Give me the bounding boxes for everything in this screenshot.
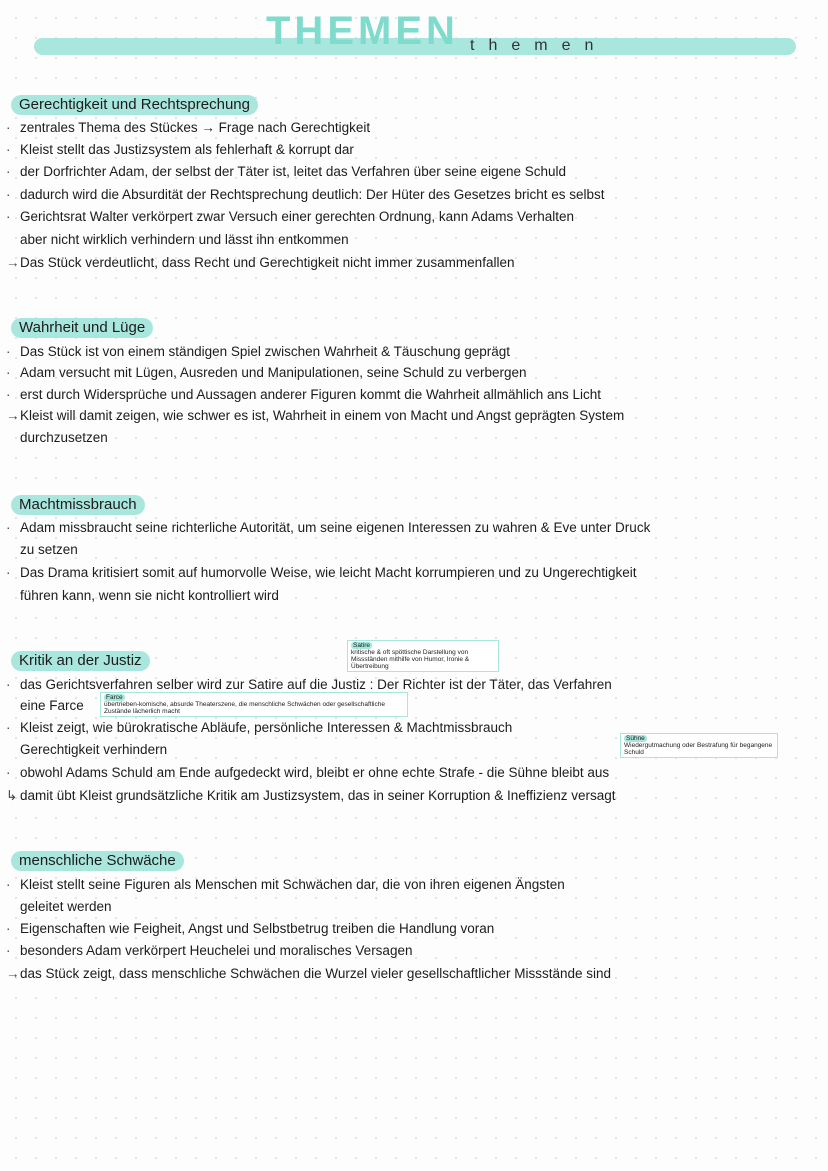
note-farce bbox=[100, 692, 408, 717]
note-line bbox=[6, 943, 412, 959]
bullet-marker: · bbox=[6, 677, 11, 692]
note-line bbox=[6, 408, 624, 424]
line-text: damit übt Kleist grundsätzliche Kritik am Justizsystem, das in seiner Korruption & Ineffizienz versagt bbox=[20, 788, 616, 803]
note-line bbox=[6, 877, 565, 893]
line-text: Kleist will damit zeigen, wie schwer es ist, Wahrheit in einem von Macht und Angst geprägten System bbox=[20, 408, 625, 423]
note-line bbox=[6, 387, 601, 403]
bullet-marker: · bbox=[6, 921, 11, 936]
note-line bbox=[6, 720, 512, 736]
note-line bbox=[6, 232, 349, 248]
line-text: Das Stück verdeutlicht, dass Recht und Gerechtigkeit nicht immer zusammenfallen bbox=[20, 255, 515, 270]
bullet-marker: · bbox=[6, 120, 11, 135]
line-text: dadurch wird die Absurdität der Rechtsprechung deutlich: Der Hüter des Gesetzes bricht es selbst bbox=[20, 187, 605, 202]
note-text: übertrieben-komische, absurde Theaterszene, die menschliche Schwächen oder gesellschaftliche Zustände lächerlich macht bbox=[104, 701, 385, 715]
section-heading: menschliche Schwäche bbox=[11, 851, 184, 871]
bullet-marker: · bbox=[6, 565, 11, 580]
page-title: THEMEN bbox=[266, 9, 459, 53]
note-text: kritische & oft spöttische Darstellung von Missständen mithilfe von Humor, Ironie & Übertreibung bbox=[351, 649, 470, 670]
bullet-marker: · bbox=[6, 877, 11, 892]
line-text: Kleist stellt das Justizsystem als fehlerhaft & korrupt dar bbox=[20, 142, 354, 157]
page-title-overlay: themen bbox=[470, 37, 608, 54]
line-text: Kleist stellt seine Figuren als Menschen mit Schwächen dar, die von ihren eigenen Ängsten bbox=[20, 877, 565, 892]
section-heading: Wahrheit und Lüge bbox=[11, 318, 153, 338]
note-line bbox=[6, 120, 370, 136]
bullet-marker: · bbox=[6, 142, 11, 157]
bullet-marker: · bbox=[6, 943, 11, 958]
bullet-marker: ↳ bbox=[6, 788, 18, 803]
bullet-marker: · bbox=[6, 387, 11, 402]
note-line bbox=[6, 209, 574, 225]
line-text: erst durch Widersprüche und Aussagen anderer Figuren kommt die Wahrheit allmählich ans Licht bbox=[20, 387, 602, 402]
note-line bbox=[6, 899, 112, 915]
section-heading: Gerechtigkeit und Rechtsprechung bbox=[11, 95, 258, 115]
line-text: der Dorfrichter Adam, der selbst der Täter ist, leitet das Verfahren über seine eigene Schuld bbox=[20, 164, 567, 179]
bullet-marker: · bbox=[6, 209, 11, 224]
note-line bbox=[6, 142, 354, 158]
line-text: besonders Adam verkörpert Heuchelei und moralisches Versagen bbox=[20, 943, 413, 958]
note-suehne bbox=[620, 733, 778, 758]
bullet-marker: · bbox=[6, 164, 11, 179]
line-text: Gerichtsrat Walter verkörpert zwar Versuch einer gerechten Ordnung, kann Adams Verhalten bbox=[20, 209, 575, 224]
line-text: Kleist zeigt, wie bürokratische Abläufe, persönliche Interessen & Machtmissbrauch bbox=[20, 720, 513, 735]
note-line bbox=[6, 542, 78, 558]
line-text: Das Drama kritisiert somit auf humorvolle Weise, wie leicht Macht korrumpieren und zu Ungerechtigkeit bbox=[20, 565, 637, 580]
line-text: obwohl Adams Schuld am Ende aufgedeckt wird, bleibt er ohne echte Strafe - die Sühne bleibt aus bbox=[20, 765, 610, 780]
note-line bbox=[6, 430, 108, 446]
line-text: Adam missbraucht seine richterliche Autorität, um seine eigenen Interessen zu wahren & Eve unter Druck bbox=[20, 520, 651, 535]
line-text: geleitet werden bbox=[20, 899, 112, 914]
note-line bbox=[6, 966, 611, 982]
note-line bbox=[6, 164, 566, 180]
note-line bbox=[6, 677, 612, 693]
bullet-marker: · bbox=[6, 765, 11, 780]
line-text: durchzusetzen bbox=[20, 430, 108, 445]
note-line bbox=[6, 788, 616, 804]
bullet-marker: · bbox=[6, 344, 11, 359]
note-line bbox=[6, 742, 167, 758]
bullet-marker: · bbox=[6, 720, 11, 735]
section-heading: Machtmissbrauch bbox=[11, 495, 145, 515]
line-text: eine Farce bbox=[20, 698, 84, 713]
note-term: Sühne bbox=[626, 735, 645, 742]
line-text: Gerechtigkeit verhindern bbox=[20, 742, 168, 757]
line-text: aber nicht wirklich verhindern und lässt ihn entkommen bbox=[20, 232, 349, 247]
note-line bbox=[6, 365, 527, 381]
bullet-marker: → bbox=[6, 966, 20, 981]
note-line bbox=[6, 921, 494, 937]
bullet-marker: → bbox=[6, 255, 20, 270]
line-text: Eigenschaften wie Feigheit, Angst und Selbstbetrug treiben die Handlung voran bbox=[20, 921, 495, 936]
note-term: Farce bbox=[106, 694, 123, 701]
line-text: das Gerichtsverfahren selber wird zur Satire auf die Justiz : Der Richter ist der Täter, das Verfahren bbox=[20, 677, 612, 692]
line-text: Adam versucht mit Lügen, Ausreden und Manipulationen, seine Schuld zu verbergen bbox=[20, 365, 527, 380]
line-text: Das Stück ist von einem ständigen Spiel zwischen Wahrheit & Täuschung geprägt bbox=[20, 344, 511, 359]
note-line bbox=[6, 187, 605, 203]
note-line bbox=[6, 765, 609, 781]
note-line bbox=[6, 344, 510, 360]
note-line bbox=[6, 255, 514, 271]
note-term: Satire bbox=[353, 642, 370, 649]
note-line bbox=[6, 520, 650, 536]
line-text: zentrales Thema des Stückes → Frage nach Gerechtigkeit bbox=[20, 120, 371, 135]
note-line bbox=[6, 565, 637, 581]
bullet-marker: · bbox=[6, 187, 11, 202]
bullet-marker: · bbox=[6, 365, 11, 380]
note-line bbox=[6, 588, 279, 604]
line-text: führen kann, wenn sie nicht kontrolliert wird bbox=[20, 588, 279, 603]
line-text: zu setzen bbox=[20, 542, 78, 557]
bullet-marker: · bbox=[6, 520, 11, 535]
note-text: Wiedergutmachung oder Bestrafung für begangene Schuld bbox=[624, 742, 773, 756]
bullet-marker: → bbox=[6, 408, 20, 423]
line-text: das Stück zeigt, dass menschliche Schwächen die Wurzel vieler gesellschaftlicher Missstände sind bbox=[20, 966, 612, 981]
section-heading: Kritik an der Justiz bbox=[11, 651, 150, 671]
note-satire bbox=[347, 640, 499, 672]
note-line bbox=[6, 698, 84, 714]
